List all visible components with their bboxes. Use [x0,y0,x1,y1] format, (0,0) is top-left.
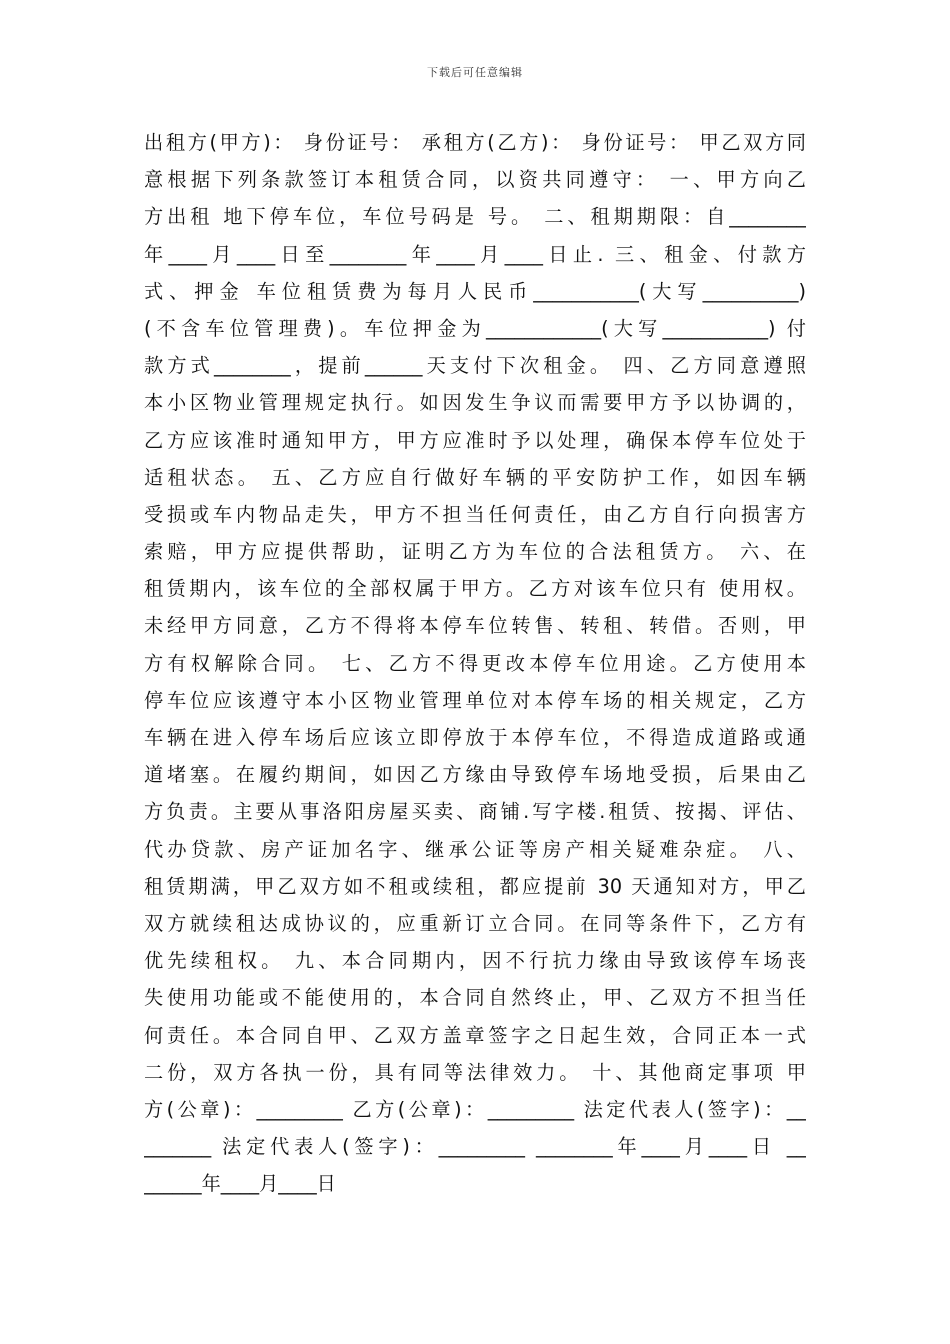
text-line: 停车位应该遵守本小区物业管理单位对本停车场的相关规定，乙方 [144,688,806,712]
text-line: 出租方(甲方)： 身份证号： 承租方(乙方)： 身份证号： 甲乙双方同 [144,131,806,154]
text-line: 意根据下列条款签订本租赁合同，以资共同遵守： 一、甲方向乙 [144,168,806,192]
text-line: 双方就续租达成协议的，应重新订立合同。在同等条件下，乙方有 [144,911,806,935]
text-line: 未经甲方同意，乙方不得将本停车位转售、转租、转借。否则，甲 [144,614,806,638]
text-line: 乙方应该准时通知甲方，甲方应准时予以处理，确保本停车位处于 [144,428,806,452]
text-line: (不含车位管理费)。车位押金为____________(大写___________) 付 [144,316,806,340]
text-line: ______年____月____日 [144,1172,336,1196]
text-line: 失使用功能或不能使用的，本合同自然终止，甲、乙双方不担当任 [144,986,806,1010]
text-line: 二份，双方各执一份，具有同等法律效力。 十、其他商定事项 甲 [144,1060,806,1084]
page-header: 下载后可任意编辑 [427,66,523,79]
text-line: 本小区物业管理规定执行。如因发生争议而需要甲方予以协调的， [144,391,806,415]
text-line: 索赔，甲方应提供帮助，证明乙方为车位的合法租赁方。 六、在 [144,540,806,564]
text-line: 租赁期内，该车位的全部权属于甲方。乙方对该车位只有 使用权。 [144,577,806,601]
text-line: 何责任。本合同自甲、乙双方盖章签字之日起生效，合同正本一式 [144,1023,806,1047]
text-line: 道堵塞。在履约期间，如因乙方缘由导致停车场地受损，后果由乙 [144,763,806,787]
text-line: 方有权解除合同。 七、乙方不得更改本停车位用途。乙方使用本 [144,651,806,675]
text-line: 代办贷款、房产证加名字、继承公证等房产相关疑难杂症。 八、 [144,837,806,861]
text-line: 年____月____日至________年____月____日止. 三、租金、付款方 [144,242,806,266]
text-line: 式、押金 车位租赁费为每月人民币___________(大写__________) [144,279,806,303]
text-line: 车辆在进入停车场后应该立即停放于本停车位，不得造成道路或通 [144,726,806,749]
text-line: 方负责。主要从事洛阳房屋买卖、商铺.写字楼.租赁、按揭、评估、 [144,800,806,824]
text-line: 款方式________，提前______天支付下次租金。 四、乙方同意遵照 [144,354,806,378]
text-line: 方(公章)：_________ 乙方(公章)：_________ 法定代表人(签字)：__ [144,1097,806,1121]
text-line: 受损或车内物品走失，甲方不担当任何责任，由乙方自行向损害方 [144,502,806,526]
text-line: 适租状态。 五、乙方应自行做好车辆的平安防护工作，如因车辆 [144,465,806,489]
text-line: 租赁期满，甲乙双方如不租或续租，都应提前 30 天通知对方，甲乙 [144,874,806,898]
text-line: 优先续租权。 九、本合同期内，因不行抗力缘由导致该停车场丧 [144,949,806,973]
text-line: _______ 法定代表人(签字)：_________ ________年____月____日 __ [144,1135,806,1159]
contract-body [144,124,806,1202]
text-line: 方出租 地下停车位，车位号码是 号。 二、租期期限：自________ [144,205,806,229]
